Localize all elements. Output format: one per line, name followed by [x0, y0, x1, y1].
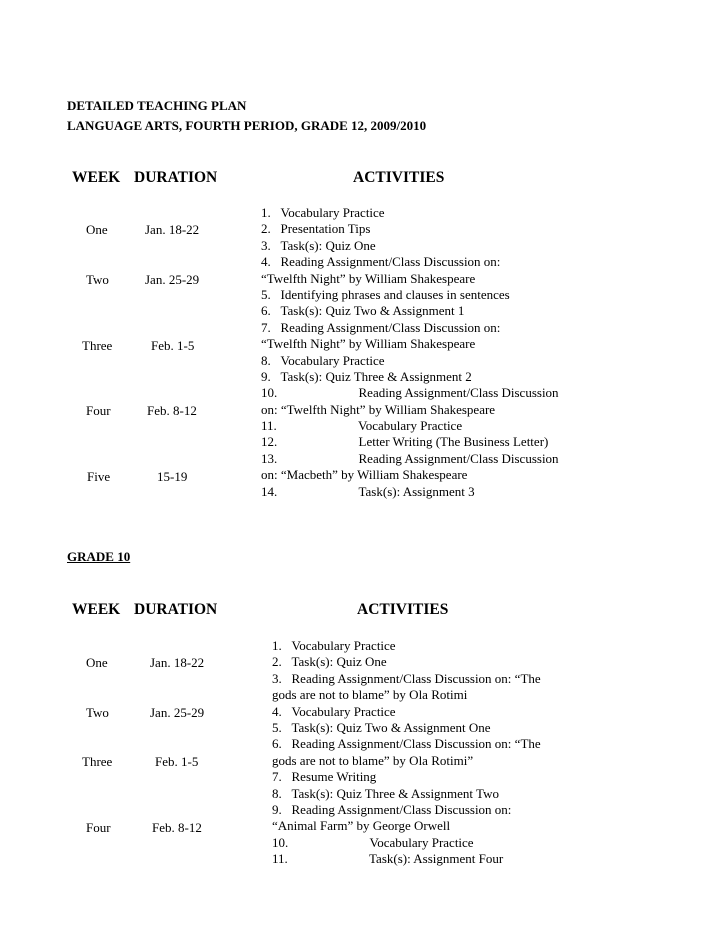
document-title: DETAILED TEACHING PLAN: [67, 98, 247, 113]
activity-line: 3. Task(s): Quiz One: [261, 237, 376, 253]
activity-line: 4. Vocabulary Practice: [272, 703, 396, 719]
g10-header-week: WEEK: [72, 601, 121, 618]
g12-header-week: WEEK: [72, 169, 121, 186]
g12-week-2: Two: [86, 272, 109, 287]
g10-header-duration: DURATION: [134, 601, 218, 618]
activity-line: 8. Task(s): Quiz Three & Assignment Two: [272, 785, 499, 801]
g10-duration-3: Feb. 1-5: [155, 754, 199, 769]
activity-line: 7. Resume Writing: [272, 769, 377, 785]
g12-week-4: Four: [86, 403, 111, 418]
activity-line: 14. Task(s): Assignment 3: [261, 483, 475, 499]
activity-line: on: “Macbeth” by William Shakespeare: [261, 467, 468, 483]
activity-line: 6. Reading Assignment/Class Discussion on: “The: [272, 736, 541, 752]
activity-line: gods are not to blame” by Ola Rotimi: [272, 687, 468, 703]
activity-line: 10. Vocabulary Practice: [272, 834, 474, 850]
g12-duration-5: 15-19: [157, 469, 188, 484]
g10-week-3: Three: [82, 754, 113, 769]
document-subtitle: LANGUAGE ARTS, FOURTH PERIOD, GRADE 12, 2009/2010: [67, 118, 427, 133]
activity-line: 5. Identifying phrases and clauses in sentences: [261, 286, 510, 302]
g12-duration-4: Feb. 8-12: [147, 403, 197, 418]
activity-line: “Animal Farm” by George Orwell: [272, 818, 451, 834]
activity-line: 1. Vocabulary Practice: [272, 638, 396, 653]
g12-week-1: One: [86, 222, 108, 237]
g10-week-1: One: [86, 655, 108, 670]
g10-duration-4: Feb. 8-12: [152, 820, 202, 835]
g10-duration-1: Jan. 18-22: [150, 655, 205, 670]
activity-line: 12. Letter Writing (The Business Letter): [261, 434, 549, 450]
activity-line: 11. Task(s): Assignment Four: [272, 851, 504, 867]
activity-line: “Twelfth Night” by William Shakespeare: [261, 336, 476, 352]
activity-line: 3. Reading Assignment/Class Discussion on: “The: [272, 670, 541, 686]
activity-line: 2. Task(s): Quiz One: [272, 654, 387, 670]
activity-line: on: “Twelfth Night” by William Shakespeare: [261, 401, 496, 417]
activity-line: 9. Task(s): Quiz Three & Assignment 2: [261, 368, 472, 384]
g10-duration-2: Jan. 25-29: [150, 705, 205, 720]
g12-header-activities: ACTIVITIES: [353, 169, 445, 186]
g12-duration-2: Jan. 25-29: [145, 272, 200, 287]
activity-line: 5. Task(s): Quiz Two & Assignment One: [272, 719, 491, 735]
grade-10-heading: GRADE 10: [67, 549, 131, 564]
g10-week-2: Two: [86, 705, 109, 720]
activity-line: 2. Presentation Tips: [261, 221, 371, 237]
g10-week-4: Four: [86, 820, 111, 835]
activity-line: 7. Reading Assignment/Class Discussion on:: [261, 319, 501, 335]
activity-line: 6. Task(s): Quiz Two & Assignment 1: [261, 303, 465, 319]
g12-activities-list: [261, 205, 559, 500]
g12-week-5: Five: [87, 469, 111, 484]
activity-line: 4. Reading Assignment/Class Discussion on:: [261, 254, 501, 270]
g12-header-duration: DURATION: [134, 169, 218, 186]
g10-header-activities: ACTIVITIES: [357, 601, 449, 618]
activity-line: 11. Vocabulary Practice: [261, 418, 463, 434]
g12-week-3: Three: [82, 338, 113, 353]
activity-line: 1. Vocabulary Practice: [261, 205, 385, 220]
g10-activities-list: [272, 638, 541, 867]
activity-line: 9. Reading Assignment/Class Discussion on:: [272, 801, 512, 817]
g12-duration-1: Jan. 18-22: [145, 222, 200, 237]
activity-line: “Twelfth Night” by William Shakespeare: [261, 270, 476, 286]
activity-line: 13. Reading Assignment/Class Discussion: [261, 450, 559, 466]
activity-line: 8. Vocabulary Practice: [261, 352, 385, 368]
activity-line: 10. Reading Assignment/Class Discussion: [261, 385, 559, 401]
activity-line: gods are not to blame” by Ola Rotimi”: [272, 752, 474, 768]
g12-duration-3: Feb. 1-5: [151, 338, 195, 353]
